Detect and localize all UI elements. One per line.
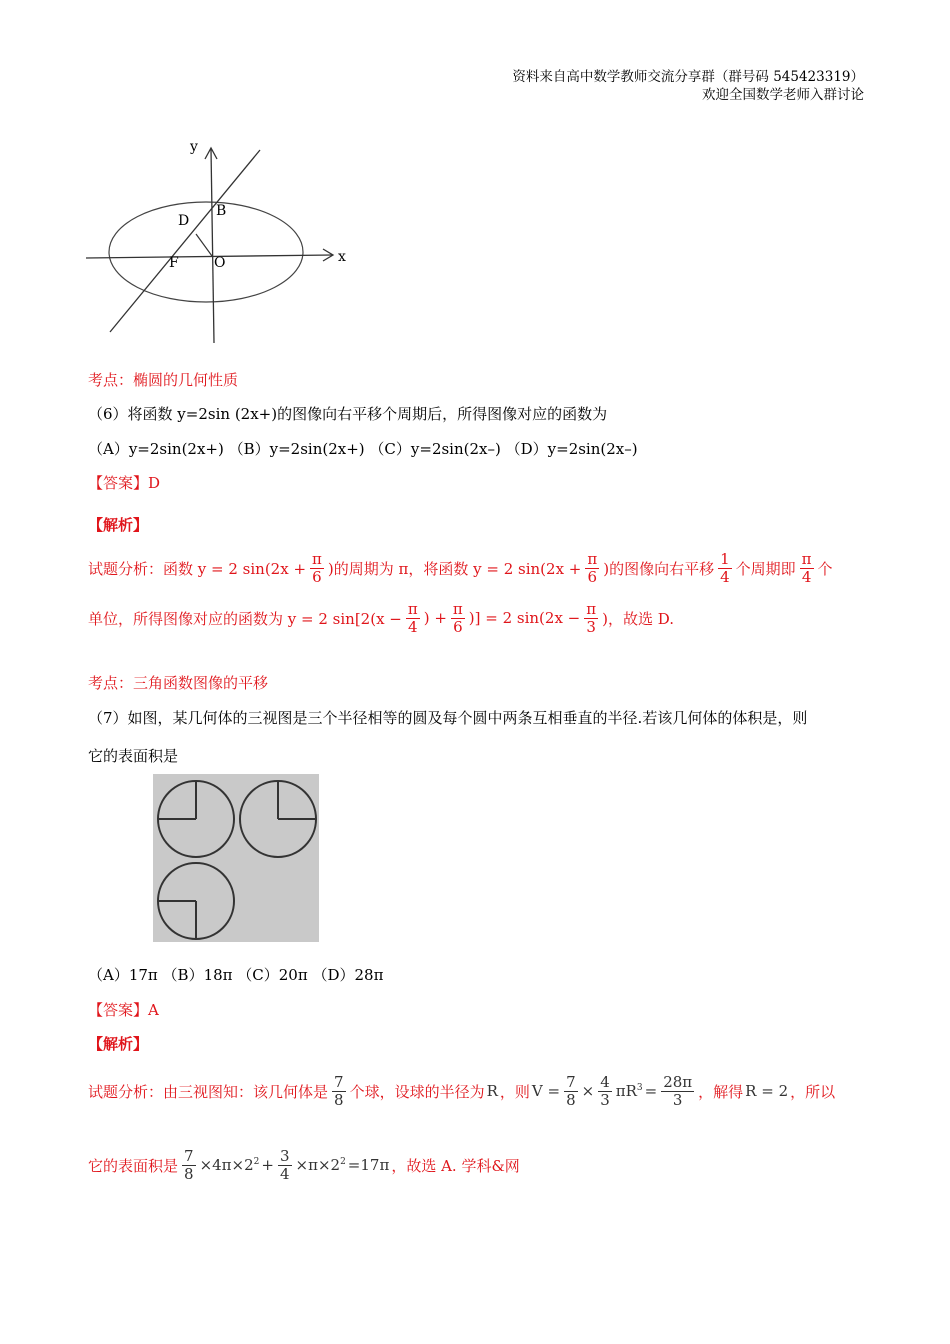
frac-den: 8 (184, 1164, 194, 1183)
q7-a3: ，则 (499, 1082, 530, 1101)
label-D: D (178, 213, 190, 229)
frac-den: 3 (672, 1090, 683, 1109)
frac-num: 28π (663, 1072, 693, 1091)
label-B: B (216, 203, 227, 219)
frac-den: 3 (586, 617, 596, 636)
q6-frac-pi-3 (584, 599, 598, 636)
kaodian-6: 考点：三角函数图像的平移 (88, 674, 269, 692)
segment-DO (196, 234, 212, 256)
q7-frac-28pi-3 (661, 1072, 694, 1109)
q7-plus: + (261, 1156, 274, 1174)
label-O: O (214, 255, 226, 271)
q7-b-end: =17π (347, 1156, 390, 1174)
label-F: F (169, 255, 179, 271)
q7-frac-4-3 (598, 1072, 612, 1109)
q7-b1: 它的表面积是 (88, 1156, 179, 1175)
q7-frac-7-8-c (182, 1146, 196, 1183)
frac-den: 6 (312, 567, 322, 586)
q6-options: （A）y=2sin(2x+) （B）y=2sin(2x+) （C）y=2sin(2x–) （D）y=2sin(2x–) (88, 440, 638, 458)
q7-analysis-line2 (88, 1142, 520, 1188)
frac-den: 4 (279, 1164, 290, 1183)
frac-num: 7 (334, 1072, 344, 1091)
q7-R: R (486, 1082, 498, 1100)
q7-b-mid2-text: ×π×2 (295, 1156, 341, 1174)
q7-V-eq: V = (531, 1082, 561, 1100)
frac-num: 7 (566, 1072, 576, 1091)
q6-frac-pi-6-c (451, 599, 465, 636)
q7-R-eq-2: R = 2 (745, 1082, 789, 1100)
q6-an-a: 试题分析：函数 y = 2 sin(2x + (88, 559, 307, 578)
q7-piR3 (616, 1082, 643, 1100)
q7-pow2-a: 2 (253, 1157, 260, 1167)
frac-den: 3 (600, 1090, 610, 1109)
ellipse-diagram (80, 135, 360, 350)
label-y: y (190, 139, 198, 155)
y-axis (211, 149, 214, 343)
q6-frac-pi-6-b (585, 549, 599, 586)
q7-a1: 试题分析：由三视图知：该几何体是 (88, 1082, 329, 1101)
q6-an2-a: 单位，所得图像对应的函数为 y = 2 sin[2(x − (88, 609, 402, 628)
frac-num: 1 (720, 549, 730, 568)
frac-den: 8 (334, 1090, 344, 1109)
frac-num: 4 (600, 1072, 610, 1091)
frac-num: π (801, 549, 812, 568)
q7-frac-7-8-a (332, 1072, 346, 1109)
q7-stem-line1: （7）如图，某几何体的三视图是三个半径相等的圆及每个圆中两条互相垂直的半径.若该几何体的体积是，则 (88, 709, 808, 727)
frac-den: 6 (587, 567, 598, 586)
frac-num: π (587, 549, 598, 568)
q6-stem: （6）将函数 y=2sin (2x+)的图像向右平移个周期后，所得图像对应的函数为 (88, 405, 608, 423)
q7-a5: ，所以 (790, 1082, 836, 1101)
header-line-1: 资料来自高中数学教师交流分享群（群号码 545423319） (512, 69, 864, 85)
q7-pow3: 3 (636, 1083, 643, 1093)
q6-frac-1-4 (718, 549, 732, 586)
q7-frac-3-4 (278, 1146, 292, 1183)
frac-num: 7 (184, 1146, 194, 1165)
q7-eq-a: = (644, 1082, 658, 1100)
three-view-figure (153, 774, 319, 942)
q6-frac-pi-4-b (406, 599, 420, 636)
q6-an-c: )的图像向右平移 (603, 559, 715, 578)
frac-num: 3 (279, 1146, 290, 1165)
frac-den: 6 (453, 617, 463, 636)
q6-frac-pi-6-a (310, 549, 324, 586)
q7-b-mid2 (296, 1156, 346, 1174)
kaodian-5: 考点：椭圆的几何性质 (88, 371, 239, 389)
ellipse-figure (80, 135, 360, 350)
q7-stem-line2: 它的表面积是 (88, 747, 179, 765)
label-x: x (338, 249, 346, 265)
q7-b-mid1 (200, 1156, 260, 1174)
q7-frac-7-8-b (564, 1072, 578, 1109)
q6-analysis-line2 (88, 598, 674, 638)
x-axis (86, 255, 332, 258)
q6-an2-d: )，故选 D. (602, 609, 674, 628)
header-line-2: 欢迎全国数学老师入群讨论 (702, 87, 864, 103)
q7-times-a: × (581, 1082, 595, 1100)
frac-num: π (452, 599, 463, 618)
line-FB (110, 150, 260, 332)
q6-an-b: )的周期为 π，将函数 y = 2 sin(2x + (327, 559, 582, 578)
q6-answer: 【答案】D (88, 474, 161, 492)
q7-b-mid1-text: ×4π×2 (199, 1156, 254, 1174)
three-view-diagram (153, 774, 319, 942)
frac-den: 4 (801, 567, 812, 586)
q6-jiexi: 【解析】 (88, 516, 149, 534)
frac-num: π (586, 599, 597, 618)
frac-num: π (312, 549, 322, 568)
q6-an2-c: )] = 2 sin(2x − (468, 609, 581, 627)
q6-frac-pi-4 (800, 549, 814, 586)
q6-an2-b: ) + (423, 609, 447, 627)
q7-analysis-line1 (88, 1068, 835, 1114)
frac-num: π (407, 599, 418, 618)
q7-a2: 个球，设球的半径为 (349, 1082, 485, 1101)
q7-pow2-b: 2 (340, 1157, 346, 1167)
q6-an-e: 个 (817, 559, 833, 578)
ellipse (109, 202, 303, 302)
q7-b2: ，故选 A. 学科&网 (391, 1156, 520, 1175)
q7-jiexi: 【解析】 (88, 1035, 149, 1053)
q7-piR: πR (615, 1082, 637, 1100)
q6-analysis-line1 (88, 548, 833, 588)
q7-answer: 【答案】A (88, 1001, 159, 1019)
frac-den: 4 (720, 567, 730, 586)
frac-den: 8 (566, 1090, 576, 1109)
frac-den: 4 (408, 617, 418, 636)
q6-an-d: 个周期即 (735, 559, 796, 578)
q7-options: （A）17π （B）18π （C）20π （D）28π (88, 966, 384, 984)
q7-a4: ，解得 (698, 1082, 744, 1101)
